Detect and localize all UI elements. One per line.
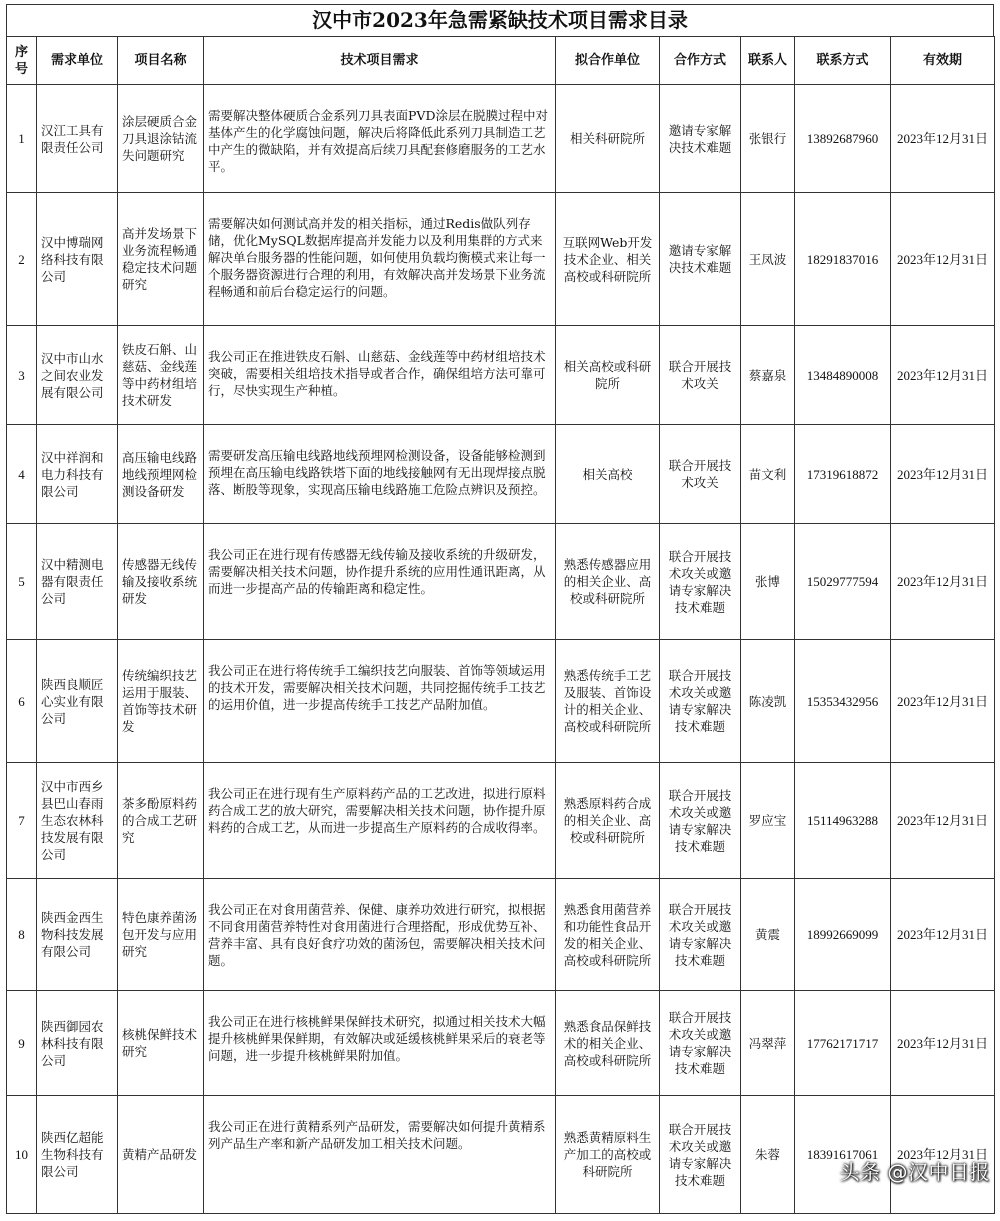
cell-phone: 18391617061 <box>795 1096 891 1214</box>
cell-phone: 15114963288 <box>795 763 891 879</box>
cell-requirement: 我公司正在进行核桃鲜果保鲜技术研究，拟通过相关技术大幅提升核桃鲜果保鲜期，有效解决或延缓核桃鲜果采后的衰老等问题，进一步提升核桃鲜果附加值。 <box>204 991 556 1096</box>
table-title: 汉中市2023年急需紧缺技术项目需求目录 <box>6 4 994 36</box>
cell-method: 联合开展技术攻关 <box>660 326 741 425</box>
cell-validity: 2023年12月31日 <box>891 1096 995 1214</box>
cell-project: 特色康养菌汤包开发与应用研究 <box>118 879 204 991</box>
header-seq: 序号 <box>7 37 37 85</box>
cell-requirement: 我公司正在进行现有传感器无线传输及接收系统的升级研发，需要解决相关技术问题，协作提升系统的应用性通讯距离，从而进一步提高产品的传输距离和稳定性。 <box>204 524 556 640</box>
cell-unit: 陕西金西生物科技发展有限公司 <box>37 879 118 991</box>
cell-method: 联合开展技术攻关或邀请专家解决技术难题 <box>660 640 741 763</box>
header-contact: 联系人 <box>741 37 795 85</box>
cell-seq: 4 <box>7 425 37 524</box>
cell-phone: 18992669099 <box>795 879 891 991</box>
cell-project: 黄精产品研发 <box>118 1096 204 1214</box>
header-project: 项目名称 <box>118 37 204 85</box>
cell-contact: 张博 <box>741 524 795 640</box>
table-row <box>7 763 995 879</box>
cell-contact: 陈凌凯 <box>741 640 795 763</box>
table-row <box>7 991 995 1096</box>
cell-phone: 17762171717 <box>795 991 891 1096</box>
table-row <box>7 425 995 524</box>
cell-project: 核桃保鲜技术研究 <box>118 991 204 1096</box>
table-row <box>7 326 995 425</box>
cell-project: 传统编织技艺运用于服装、首饰等技术研发 <box>118 640 204 763</box>
cell-phone: 13892687960 <box>795 85 891 193</box>
table-header <box>7 37 995 85</box>
cell-validity: 2023年12月31日 <box>891 193 995 326</box>
cell-method: 联合开展技术攻关或邀请专家解决技术难题 <box>660 1096 741 1214</box>
cell-seq: 8 <box>7 879 37 991</box>
cell-project: 铁皮石斛、山慈菇、金线莲等中药材组培技术研发 <box>118 326 204 425</box>
cell-validity: 2023年12月31日 <box>891 879 995 991</box>
cell-requirement: 需要解决如何测试高并发的相关指标，通过Redis做队列存储，优化MySQL数据库提高并发能力以及利用集群的方式来解决单台服务器的性能问题，如何使用负载均衡模式来让每一个服务器资源进行合理的利用，有效解决高并发场景下业务流程畅通和前后台稳定运行的问题。 <box>204 193 556 326</box>
cell-partner: 熟悉食品保鲜技术的相关企业、高校或科研院所 <box>556 991 660 1096</box>
cell-partner: 互联网Web开发技术企业、相关高校或科研院所 <box>556 193 660 326</box>
cell-contact: 蔡嘉泉 <box>741 326 795 425</box>
cell-seq: 5 <box>7 524 37 640</box>
table-row <box>7 193 995 326</box>
cell-unit: 陕西亿超能生物科技有限公司 <box>37 1096 118 1214</box>
cell-unit: 汉中精测电器有限责任公司 <box>37 524 118 640</box>
header-requirement: 技术项目需求 <box>204 37 556 85</box>
cell-partner: 熟悉原料药合成的相关企业、高校或科研院所 <box>556 763 660 879</box>
cell-requirement: 我公司正在进行黄精系列产品研发，需要解决如何提升黄精系列产品生产率和新产品研发加工相关技术问题。 <box>204 1096 556 1214</box>
cell-contact: 黄震 <box>741 879 795 991</box>
cell-phone: 13484890008 <box>795 326 891 425</box>
cell-partner: 相关高校或科研院所 <box>556 326 660 425</box>
cell-partner: 熟悉黄精原料生产加工的高校或科研院所 <box>556 1096 660 1214</box>
cell-seq: 1 <box>7 85 37 193</box>
cell-method: 邀请专家解决技术难题 <box>660 193 741 326</box>
cell-unit: 汉中博瑞网络科技有限公司 <box>37 193 118 326</box>
cell-contact: 苗文利 <box>741 425 795 524</box>
cell-phone: 18291837016 <box>795 193 891 326</box>
cell-validity: 2023年12月31日 <box>891 85 995 193</box>
cell-seq: 6 <box>7 640 37 763</box>
cell-partner: 熟悉食用菌营养和功能性食品开发的相关企业、高校或科研院所 <box>556 879 660 991</box>
cell-method: 联合开展技术攻关或邀请专家解决技术难题 <box>660 991 741 1096</box>
cell-partner: 相关高校 <box>556 425 660 524</box>
cell-contact: 张银行 <box>741 85 795 193</box>
table-row <box>7 879 995 991</box>
cell-validity: 2023年12月31日 <box>891 640 995 763</box>
header-validity: 有效期 <box>891 37 995 85</box>
header-phone: 联系方式 <box>795 37 891 85</box>
header-unit: 需求单位 <box>37 37 118 85</box>
cell-validity: 2023年12月31日 <box>891 425 995 524</box>
cell-seq: 3 <box>7 326 37 425</box>
cell-partner: 相关科研院所 <box>556 85 660 193</box>
table-row <box>7 640 995 763</box>
cell-method: 联合开展技术攻关或邀请专家解决技术难题 <box>660 524 741 640</box>
cell-phone: 15353432956 <box>795 640 891 763</box>
cell-validity: 2023年12月31日 <box>891 524 995 640</box>
table-row <box>7 524 995 640</box>
cell-requirement: 需要研发高压输电线路地线预埋网检测设备，设备能够检测到预埋在高压输电线路铁塔下面的地线接触网有无出现焊接点脱落、断股等现象，实现高压输电线路施工危险点辨识及预控。 <box>204 425 556 524</box>
requirements-table <box>6 36 995 1214</box>
cell-phone: 17319618872 <box>795 425 891 524</box>
cell-requirement: 我公司正在进行将传统手工编织技艺向服装、首饰等领域运用的技术开发，需要解决相关技术问题，共同挖掘传统手工技艺的运用价值，进一步提高传统手工技艺产品附加值。 <box>204 640 556 763</box>
cell-requirement: 我公司正在对食用菌营养、保健、康养功效进行研究，拟根据不同食用菌营养特性对食用菌进行合理搭配，形成优势互补、营养丰富、具有良好食疗功效的菌汤包，需要解决相关技术问题。 <box>204 879 556 991</box>
cell-project: 高压输电线路地线预埋网检测设备研发 <box>118 425 204 524</box>
table-body <box>7 85 995 1214</box>
cell-seq: 10 <box>7 1096 37 1214</box>
cell-unit: 汉中市山水之间农业发展有限公司 <box>37 326 118 425</box>
header-method: 合作方式 <box>660 37 741 85</box>
cell-method: 联合开展技术攻关或邀请专家解决技术难题 <box>660 879 741 991</box>
cell-contact: 冯翠萍 <box>741 991 795 1096</box>
header-partner: 拟合作单位 <box>556 37 660 85</box>
cell-unit: 汉江工具有限责任公司 <box>37 85 118 193</box>
cell-unit: 陕西良顺匠心实业有限公司 <box>37 640 118 763</box>
cell-contact: 罗应宝 <box>741 763 795 879</box>
cell-validity: 2023年12月31日 <box>891 763 995 879</box>
cell-validity: 2023年12月31日 <box>891 326 995 425</box>
cell-method: 邀请专家解决技术难题 <box>660 85 741 193</box>
cell-requirement: 需要解决整体硬质合金系列刀具表面PVD涂层在脱膜过程中对基体产生的化学腐蚀问题，解决后将降低此系列刀具制造工艺中产生的微缺陷，并有效提高后续刀具配套修磨服务的工艺水平。 <box>204 85 556 193</box>
cell-seq: 2 <box>7 193 37 326</box>
cell-project: 涂层硬质合金刀具退涂钴流失问题研究 <box>118 85 204 193</box>
cell-unit: 汉中祥润和电力科技有限公司 <box>37 425 118 524</box>
cell-method: 联合开展技术攻关或邀请专家解决技术难题 <box>660 763 741 879</box>
cell-project: 高并发场景下业务流程畅通稳定技术问题研究 <box>118 193 204 326</box>
cell-method: 联合开展技术攻关 <box>660 425 741 524</box>
cell-unit: 汉中市西乡县巴山春雨生态农林科技发展有限公司 <box>37 763 118 879</box>
cell-project: 传感器无线传输及接收系统研发 <box>118 524 204 640</box>
cell-requirement: 我公司正在进行现有生产原料药产品的工艺改进，拟进行原料药合成工艺的放大研究，需要解决相关技术问题，协作提升原料药的合成工艺，从而进一步提高生产原料药的合成收得率。 <box>204 763 556 879</box>
table-row <box>7 1096 995 1214</box>
table-row <box>7 85 995 193</box>
cell-requirement: 我公司正在推进铁皮石斛、山慈菇、金线莲等中药材组培技术突破，需要相关组培技术指导或者合作，确保组培方法可靠可行，尽快实现生产种植。 <box>204 326 556 425</box>
cell-seq: 7 <box>7 763 37 879</box>
cell-seq: 9 <box>7 991 37 1096</box>
cell-contact: 朱蓉 <box>741 1096 795 1214</box>
cell-unit: 陕西御园农林科技有限公司 <box>37 991 118 1096</box>
cell-partner: 熟悉传感器应用的相关企业、高校或科研院所 <box>556 524 660 640</box>
cell-validity: 2023年12月31日 <box>891 991 995 1096</box>
source-watermark: 头条 @汉中日报 <box>839 1160 990 1184</box>
cell-partner: 熟悉传统手工艺及服装、首饰设计的相关企业、高校或科研院所 <box>556 640 660 763</box>
cell-project: 茶多酚原料药的合成工艺研究 <box>118 763 204 879</box>
cell-contact: 王凤波 <box>741 193 795 326</box>
cell-phone: 15029777594 <box>795 524 891 640</box>
